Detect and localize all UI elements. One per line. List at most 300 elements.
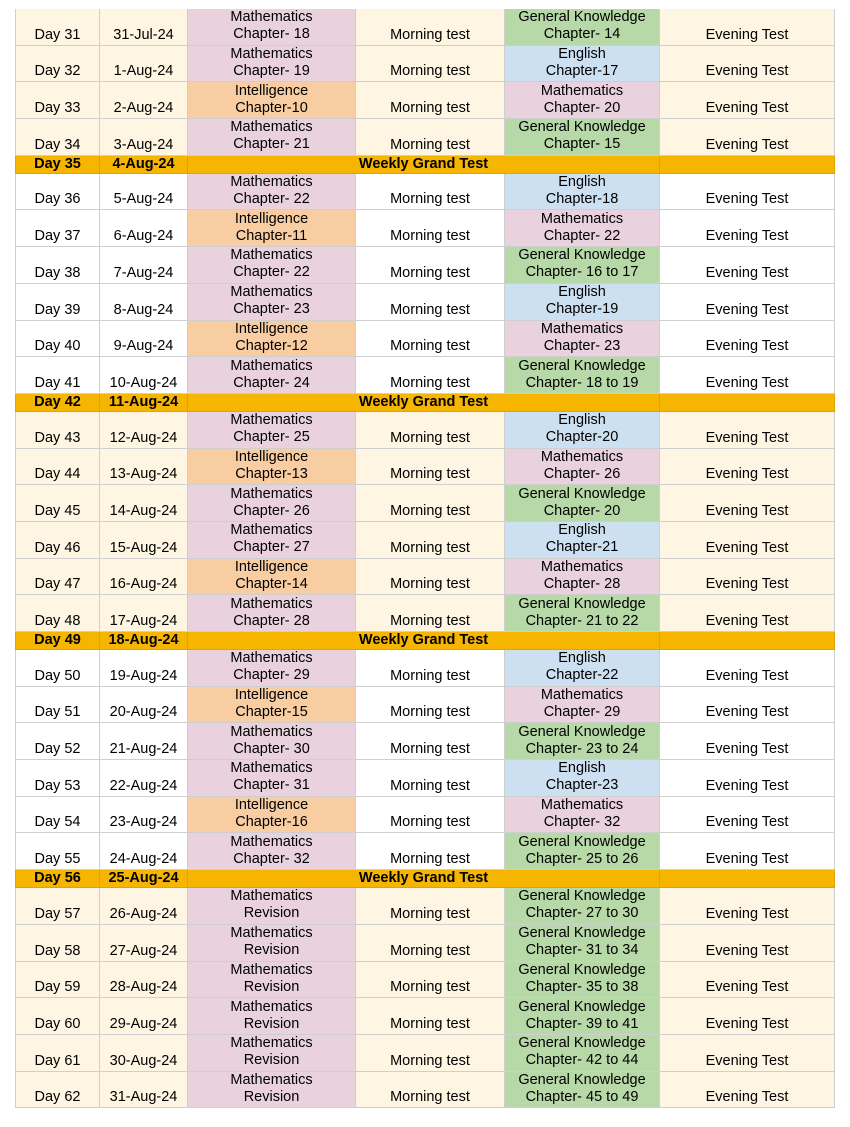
evening-subject-name: General Knowledge — [518, 998, 646, 1015]
day-label: Day 31 — [34, 26, 81, 43]
table-row — [15, 833, 835, 870]
morning-subject-name: Intelligence — [234, 797, 309, 814]
evening-test-label: Evening Test — [705, 228, 789, 245]
morning-test-label: Morning test — [390, 777, 470, 794]
date-label: 29-Aug-24 — [109, 1015, 178, 1032]
day-label: Day 60 — [34, 1015, 81, 1032]
evening-subject-cell — [505, 650, 660, 687]
morning-test-cell — [356, 210, 505, 247]
evening-test-cell — [660, 760, 835, 797]
evening-subject-cell — [505, 321, 660, 358]
morning-subject-name: Mathematics — [230, 247, 313, 264]
day-cell — [15, 321, 100, 358]
date-label: 14-Aug-24 — [109, 502, 178, 519]
morning-subject-cell — [188, 247, 356, 284]
morning-chapter: Revision — [243, 1088, 300, 1105]
morning-chapter: Revision — [243, 942, 300, 959]
morning-chapter: Chapter- 32 — [233, 850, 310, 867]
date-label: 12-Aug-24 — [109, 429, 178, 446]
day-label: Day 50 — [34, 667, 81, 684]
day-cell — [15, 870, 100, 888]
evening-subject-name: General Knowledge — [518, 1035, 646, 1052]
day-cell — [15, 1072, 100, 1109]
date-cell — [100, 485, 188, 522]
morning-subject-name: Mathematics — [230, 46, 313, 63]
morning-test-cell — [356, 485, 505, 522]
morning-test-label: Morning test — [390, 942, 470, 959]
evening-subject-cell — [505, 119, 660, 156]
day-cell — [15, 595, 100, 632]
evening-subject-cell — [505, 723, 660, 760]
evening-test-label: Evening Test — [705, 576, 789, 593]
date-cell — [100, 247, 188, 284]
date-label: 13-Aug-24 — [109, 466, 178, 483]
table-row — [15, 321, 835, 358]
evening-test-cell — [660, 412, 835, 449]
day-cell — [15, 797, 100, 834]
evening-test-label: Evening Test — [705, 814, 789, 831]
date-label: 15-Aug-24 — [109, 539, 178, 556]
evening-chapter: Chapter- 32 — [543, 814, 621, 831]
evening-chapter: Chapter- 35 to 38 — [525, 978, 639, 995]
evening-test-label: Evening Test — [705, 704, 789, 721]
morning-chapter: Chapter- 21 — [233, 136, 310, 153]
evening-test-cell — [660, 46, 835, 83]
morning-test-cell — [356, 46, 505, 83]
morning-subject-name: Intelligence — [234, 687, 309, 704]
evening-test-label: Evening Test — [705, 136, 789, 153]
evening-subject-cell — [505, 174, 660, 211]
table-row — [15, 82, 835, 119]
date-label: 31-Aug-24 — [109, 1089, 178, 1106]
evening-test-cell — [660, 174, 835, 211]
date-label: 8-Aug-24 — [113, 301, 174, 318]
evening-test-cell — [660, 284, 835, 321]
morning-test-label: Morning test — [390, 429, 470, 446]
evening-subject-name: General Knowledge — [518, 961, 646, 978]
morning-chapter: Chapter- 29 — [233, 667, 310, 684]
evening-chapter: Chapter- 14 — [543, 26, 621, 43]
date-cell — [100, 1072, 188, 1109]
evening-chapter: Chapter- 31 to 34 — [525, 942, 639, 959]
morning-test-label: Morning test — [390, 301, 470, 318]
morning-test-cell — [356, 595, 505, 632]
evening-test-label: Evening Test — [705, 667, 789, 684]
day-cell — [15, 522, 100, 559]
morning-test-cell — [356, 357, 505, 394]
evening-chapter: Chapter- 45 to 49 — [525, 1088, 639, 1105]
morning-chapter: Chapter- 26 — [233, 502, 310, 519]
date-label: 28-Aug-24 — [109, 979, 178, 996]
morning-test-label: Morning test — [390, 63, 470, 80]
date-label: 11-Aug-24 — [108, 393, 179, 410]
evening-subject-cell — [505, 687, 660, 724]
evening-subject-cell — [505, 449, 660, 486]
morning-test-label: Morning test — [390, 228, 470, 245]
morning-test-label: Morning test — [390, 374, 470, 391]
day-cell — [15, 485, 100, 522]
evening-chapter: Chapter-21 — [545, 539, 619, 556]
day-label: Day 48 — [34, 613, 81, 629]
evening-test-label: Evening Test — [705, 502, 789, 519]
evening-subject-name: General Knowledge — [518, 357, 646, 374]
evening-chapter: Chapter-22 — [545, 667, 619, 684]
morning-subject-cell — [188, 687, 356, 724]
evening-chapter: Chapter- 20 — [543, 99, 621, 116]
day-label: Day 41 — [34, 374, 81, 391]
morning-subject-cell — [188, 210, 356, 247]
table-row — [15, 687, 835, 724]
morning-test-label: Morning test — [390, 905, 470, 922]
day-cell — [15, 394, 100, 412]
morning-subject-name: Mathematics — [230, 595, 313, 612]
evening-test-cell — [660, 321, 835, 358]
morning-chapter: Chapter-10 — [235, 99, 308, 116]
date-cell — [100, 962, 188, 999]
morning-subject-name: Mathematics — [230, 522, 313, 539]
evening-test-label: Evening Test — [705, 851, 789, 868]
morning-subject-cell — [188, 962, 356, 999]
date-label: 17-Aug-24 — [109, 613, 178, 629]
date-label: 22-Aug-24 — [109, 777, 178, 794]
evening-test-cell — [660, 247, 835, 284]
morning-subject-cell — [188, 485, 356, 522]
morning-subject-name: Intelligence — [234, 210, 309, 227]
weekly-grand-test-cell — [188, 394, 660, 412]
table-row — [15, 998, 835, 1035]
evening-subject-cell — [505, 9, 660, 46]
evening-test-cell — [660, 485, 835, 522]
day-cell — [15, 723, 100, 760]
morning-test-cell — [356, 925, 505, 962]
day-cell — [15, 449, 100, 486]
morning-test-cell — [356, 962, 505, 999]
morning-test-cell — [356, 522, 505, 559]
morning-chapter: Chapter- 22 — [233, 264, 310, 281]
date-cell — [100, 1035, 188, 1072]
morning-chapter: Chapter- 24 — [233, 374, 310, 391]
morning-subject-cell — [188, 174, 356, 211]
date-label: 27-Aug-24 — [109, 942, 178, 959]
evening-chapter: Chapter-20 — [545, 429, 619, 446]
evening-test-label: Evening Test — [705, 100, 789, 117]
evening-subject-cell — [505, 284, 660, 321]
morning-subject-cell — [188, 412, 356, 449]
evening-subject-name: English — [558, 522, 606, 539]
table-row — [15, 797, 835, 834]
date-label: 18-Aug-24 — [108, 632, 179, 648]
evening-chapter: Chapter-18 — [545, 191, 619, 208]
morning-subject-name: Mathematics — [230, 998, 313, 1015]
evening-subject-name: General Knowledge — [518, 247, 646, 264]
morning-test-cell — [356, 888, 505, 925]
morning-chapter: Chapter- 23 — [233, 301, 310, 318]
day-label: Day 34 — [34, 136, 81, 153]
day-cell — [15, 247, 100, 284]
day-label: Day 36 — [34, 191, 81, 208]
table-row — [15, 559, 835, 596]
evening-subject-cell — [505, 925, 660, 962]
morning-subject-cell — [188, 82, 356, 119]
date-label: 23-Aug-24 — [109, 814, 178, 831]
morning-subject-name: Mathematics — [230, 412, 313, 429]
morning-chapter: Chapter- 28 — [233, 612, 310, 629]
table-row — [15, 522, 835, 559]
evening-subject-cell — [505, 357, 660, 394]
evening-subject-name: Mathematics — [540, 797, 624, 814]
morning-subject-name: Mathematics — [230, 1071, 313, 1088]
table-row — [15, 760, 835, 797]
day-cell — [15, 998, 100, 1035]
date-cell — [100, 449, 188, 486]
evening-test-cell — [660, 357, 835, 394]
morning-test-cell — [356, 82, 505, 119]
weekly-grand-test-label: Weekly Grand Test — [358, 155, 489, 172]
morning-test-cell — [356, 412, 505, 449]
morning-subject-cell — [188, 284, 356, 321]
evening-test-cell — [660, 9, 835, 46]
morning-subject-cell — [188, 760, 356, 797]
evening-chapter: Chapter- 16 to 17 — [525, 264, 639, 281]
day-label: Day 62 — [34, 1089, 81, 1106]
weekly-test-row — [15, 394, 835, 412]
evening-chapter: Chapter- 23 — [543, 337, 621, 354]
evening-subject-name: Mathematics — [540, 82, 624, 99]
morning-subject-cell — [188, 723, 356, 760]
morning-test-label: Morning test — [390, 466, 470, 483]
evening-subject-name: English — [558, 412, 606, 429]
morning-chapter: Chapter- 27 — [233, 539, 310, 556]
evening-test-cell — [660, 595, 835, 632]
evening-test-label: Evening Test — [705, 942, 789, 959]
evening-test-cell — [660, 210, 835, 247]
evening-subject-name: English — [558, 174, 606, 191]
evening-test-cell — [660, 962, 835, 999]
evening-test-label: Evening Test — [705, 374, 789, 391]
evening-test-label: Evening Test — [705, 1052, 789, 1069]
evening-subject-cell — [505, 998, 660, 1035]
date-cell — [100, 119, 188, 156]
evening-test-label: Evening Test — [705, 905, 789, 922]
morning-subject-cell — [188, 522, 356, 559]
weekly-grand-test-label: Weekly Grand Test — [358, 632, 489, 648]
weekly-test-row — [15, 632, 835, 650]
evening-test-cell — [660, 888, 835, 925]
date-cell — [100, 82, 188, 119]
evening-test-cell — [660, 449, 835, 486]
date-cell — [100, 394, 188, 412]
morning-test-label: Morning test — [390, 1089, 470, 1106]
day-cell — [15, 284, 100, 321]
day-label: Day 47 — [34, 576, 81, 593]
date-cell — [100, 723, 188, 760]
day-cell — [15, 962, 100, 999]
morning-subject-name: Mathematics — [230, 284, 313, 301]
evening-subject-name: Mathematics — [540, 320, 624, 337]
evening-test-label: Evening Test — [705, 539, 789, 556]
day-label: Day 53 — [34, 777, 81, 794]
date-cell — [100, 595, 188, 632]
weekly-test-row — [15, 870, 835, 888]
date-label: 31-Jul-24 — [113, 26, 174, 43]
date-cell — [100, 412, 188, 449]
evening-subject-name: Mathematics — [540, 210, 624, 227]
date-cell — [100, 46, 188, 83]
evening-chapter: Chapter- 22 — [543, 227, 621, 244]
morning-test-cell — [356, 247, 505, 284]
date-label: 16-Aug-24 — [109, 576, 178, 593]
evening-subject-cell — [505, 522, 660, 559]
day-cell — [15, 357, 100, 394]
evening-test-label: Evening Test — [705, 741, 789, 758]
morning-subject-cell — [188, 449, 356, 486]
morning-test-label: Morning test — [390, 741, 470, 758]
evening-subject-name: Mathematics — [540, 558, 624, 575]
evening-test-label: Evening Test — [705, 466, 789, 483]
morning-test-label: Morning test — [390, 136, 470, 153]
morning-chapter: Revision — [243, 1015, 300, 1032]
evening-cell — [660, 632, 835, 650]
morning-subject-cell — [188, 888, 356, 925]
evening-subject-cell — [505, 1072, 660, 1109]
day-label: Day 33 — [34, 100, 81, 117]
morning-subject-cell — [188, 1035, 356, 1072]
morning-test-cell — [356, 119, 505, 156]
date-label: 26-Aug-24 — [109, 905, 178, 922]
table-row — [15, 210, 835, 247]
morning-chapter: Chapter-11 — [235, 227, 308, 244]
evening-cell — [660, 156, 835, 174]
evening-subject-cell — [505, 888, 660, 925]
evening-subject-name: General Knowledge — [518, 723, 646, 740]
morning-test-cell — [356, 284, 505, 321]
evening-subject-name: General Knowledge — [518, 485, 646, 502]
morning-subject-cell — [188, 119, 356, 156]
day-label: Day 49 — [34, 632, 81, 648]
evening-chapter: Chapter- 20 — [543, 502, 621, 519]
day-cell — [15, 174, 100, 211]
weekly-grand-test-cell — [188, 632, 660, 650]
morning-test-cell — [356, 559, 505, 596]
day-label: Day 55 — [34, 851, 81, 868]
table-row — [15, 1035, 835, 1072]
evening-subject-name: English — [558, 650, 606, 667]
evening-test-label: Evening Test — [705, 777, 789, 794]
date-cell — [100, 9, 188, 46]
day-label: Day 45 — [34, 502, 81, 519]
evening-chapter: Chapter- 25 to 26 — [525, 850, 639, 867]
morning-chapter: Revision — [243, 905, 300, 922]
morning-test-label: Morning test — [390, 979, 470, 996]
day-label: Day 38 — [34, 264, 81, 281]
date-cell — [100, 925, 188, 962]
evening-test-cell — [660, 82, 835, 119]
date-cell — [100, 833, 188, 870]
day-cell — [15, 632, 100, 650]
evening-subject-cell — [505, 559, 660, 596]
table-row — [15, 650, 835, 687]
morning-subject-name: Mathematics — [230, 357, 313, 374]
evening-subject-cell — [505, 760, 660, 797]
evening-subject-cell — [505, 962, 660, 999]
evening-chapter: Chapter- 15 — [543, 136, 621, 153]
morning-subject-name: Intelligence — [234, 558, 309, 575]
morning-chapter: Chapter-16 — [235, 814, 308, 831]
morning-subject-cell — [188, 650, 356, 687]
morning-test-cell — [356, 797, 505, 834]
evening-test-label: Evening Test — [705, 979, 789, 996]
evening-test-label: Evening Test — [705, 264, 789, 281]
date-cell — [100, 210, 188, 247]
evening-subject-cell — [505, 1035, 660, 1072]
morning-subject-cell — [188, 559, 356, 596]
morning-test-cell — [356, 321, 505, 358]
evening-chapter: Chapter- 23 to 24 — [525, 740, 639, 757]
morning-subject-name: Mathematics — [230, 1035, 313, 1052]
evening-chapter: Chapter- 26 — [543, 465, 621, 482]
day-cell — [15, 925, 100, 962]
morning-test-label: Morning test — [390, 26, 470, 43]
date-cell — [100, 650, 188, 687]
date-label: 19-Aug-24 — [109, 667, 178, 684]
evening-test-cell — [660, 559, 835, 596]
table-row — [15, 119, 835, 156]
table-row — [15, 723, 835, 760]
date-label: 4-Aug-24 — [112, 155, 175, 172]
morning-subject-cell — [188, 998, 356, 1035]
schedule-table — [15, 9, 835, 1108]
morning-subject-cell — [188, 797, 356, 834]
evening-test-label: Evening Test — [705, 1089, 789, 1106]
morning-test-label: Morning test — [390, 338, 470, 355]
evening-chapter: Chapter- 39 to 41 — [525, 1015, 639, 1032]
morning-chapter: Chapter- 30 — [233, 740, 310, 757]
evening-subject-name: English — [558, 46, 606, 63]
date-cell — [100, 284, 188, 321]
day-label: Day 35 — [34, 155, 81, 172]
evening-test-cell — [660, 925, 835, 962]
evening-subject-cell — [505, 210, 660, 247]
day-cell — [15, 210, 100, 247]
date-label: 10-Aug-24 — [109, 374, 178, 391]
evening-chapter: Chapter- 18 to 19 — [525, 374, 639, 391]
evening-chapter: Chapter-19 — [545, 301, 619, 318]
table-row — [15, 247, 835, 284]
evening-subject-cell — [505, 412, 660, 449]
date-cell — [100, 522, 188, 559]
evening-test-label: Evening Test — [705, 338, 789, 355]
evening-subject-cell — [505, 247, 660, 284]
morning-test-cell — [356, 650, 505, 687]
evening-subject-cell — [505, 833, 660, 870]
evening-test-label: Evening Test — [705, 26, 789, 43]
date-label: 25-Aug-24 — [108, 870, 179, 887]
evening-test-cell — [660, 998, 835, 1035]
day-label: Day 57 — [34, 905, 81, 922]
evening-chapter: Chapter-17 — [545, 63, 619, 80]
morning-test-cell — [356, 833, 505, 870]
evening-cell — [660, 870, 835, 888]
evening-test-cell — [660, 650, 835, 687]
morning-subject-cell — [188, 833, 356, 870]
evening-subject-name: General Knowledge — [518, 888, 646, 905]
morning-chapter: Chapter-13 — [235, 465, 308, 482]
evening-test-label: Evening Test — [705, 613, 789, 629]
evening-subject-name: English — [558, 284, 606, 301]
morning-subject-cell — [188, 925, 356, 962]
date-label: 9-Aug-24 — [113, 338, 174, 355]
morning-chapter: Revision — [243, 1052, 300, 1069]
